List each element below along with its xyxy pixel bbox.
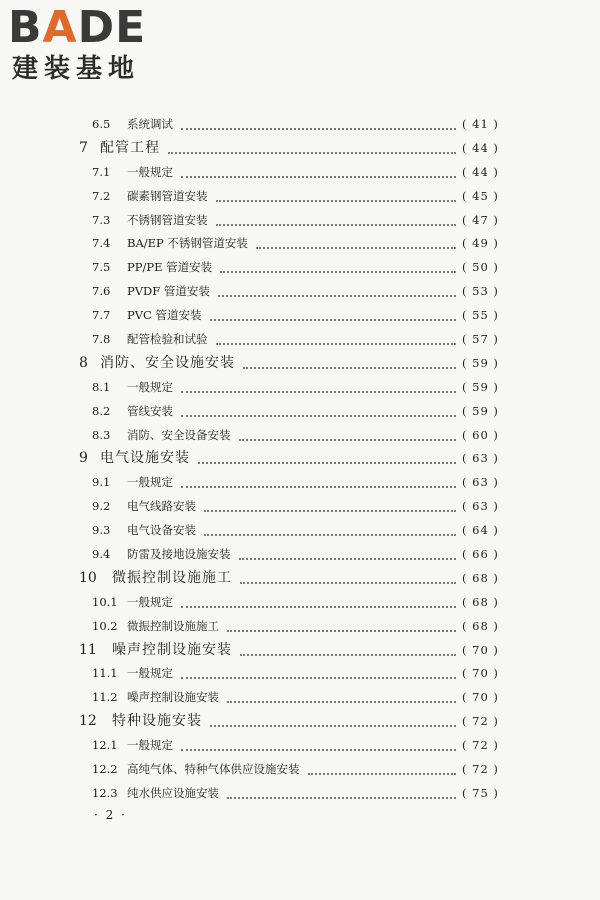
- entry-title: 一般规定: [127, 164, 173, 179]
- leader-dots: [181, 176, 456, 178]
- entry-number: 9.3: [92, 523, 111, 538]
- entry-page: ( 59 ): [462, 355, 499, 370]
- entry-page: ( 66 ): [462, 547, 499, 562]
- toc-section-entry[interactable]: [0, 662, 600, 686]
- entry-title: 微振控制设施施工: [127, 618, 219, 633]
- toc-section-entry[interactable]: [0, 185, 600, 209]
- entry-title: 一般规定: [127, 594, 173, 609]
- entry-page: ( 59 ): [462, 403, 499, 418]
- leader-dots: [181, 415, 456, 417]
- leader-dots: [239, 558, 456, 560]
- entry-number: 7: [79, 139, 88, 156]
- entry-number: 11.1: [92, 666, 118, 681]
- entry-page: ( 68 ): [462, 570, 499, 585]
- entry-title: 微振控制设施施工: [112, 569, 232, 586]
- leader-dots: [227, 797, 456, 799]
- leader-dots: [216, 224, 456, 226]
- entry-page: ( 72 ): [462, 762, 499, 777]
- entry-number: 12.2: [92, 762, 118, 777]
- entry-page: ( 68 ): [462, 594, 499, 609]
- entry-page: ( 72 ): [462, 714, 499, 729]
- logo-subtitle: 建装基地: [12, 54, 141, 84]
- entry-number: 8.1: [92, 379, 111, 394]
- leader-dots: [243, 367, 456, 369]
- entry-page: ( 64 ): [462, 523, 499, 538]
- leader-dots: [220, 271, 456, 273]
- logo-brand: [8, 4, 188, 52]
- entry-number: 8.3: [92, 427, 111, 442]
- leader-dots: [181, 128, 456, 130]
- entry-number: 8: [79, 354, 88, 371]
- entry-number: 11.2: [92, 690, 118, 705]
- entry-number: 9: [79, 450, 88, 467]
- entry-number: 7.7: [92, 308, 111, 323]
- entry-page: ( 49 ): [462, 236, 499, 251]
- entry-number: 10: [79, 569, 97, 586]
- toc-section-entry[interactable]: [0, 328, 600, 352]
- leader-dots: [181, 606, 456, 608]
- toc-section-entry[interactable]: [0, 232, 600, 256]
- toc-section-entry[interactable]: [0, 424, 600, 448]
- entry-number: 7.8: [92, 332, 111, 347]
- leader-dots: [204, 510, 456, 512]
- leader-dots: [216, 200, 456, 202]
- leader-dots: [181, 677, 456, 679]
- leader-dots: [227, 701, 456, 703]
- entry-title: 一般规定: [127, 666, 173, 681]
- toc-section-entry[interactable]: [0, 519, 600, 543]
- leader-dots: [256, 247, 456, 249]
- toc-chapter-entry[interactable]: [0, 639, 600, 663]
- entry-number: 9.4: [92, 547, 111, 562]
- entry-title: 配管检验和试验: [127, 332, 208, 347]
- entry-title: 噪声控制设施安装: [112, 641, 232, 658]
- entry-title: 一般规定: [127, 379, 173, 394]
- leader-dots: [168, 152, 456, 154]
- entry-number: 9.1: [92, 475, 111, 490]
- toc-section-entry[interactable]: [0, 615, 600, 639]
- leader-dots: [210, 725, 456, 727]
- entry-page: ( 70 ): [462, 690, 499, 705]
- entry-page: ( 45 ): [462, 188, 499, 203]
- logo-brand-accent: A: [42, 2, 78, 53]
- toc-section-entry[interactable]: [0, 376, 600, 400]
- toc-section-entry[interactable]: [0, 471, 600, 495]
- entry-number: 10.2: [92, 618, 118, 633]
- entry-title: 不锈钢管道安装: [127, 212, 208, 227]
- entry-page: ( 63 ): [462, 475, 499, 490]
- entry-title: 碳素钢管道安装: [127, 188, 208, 203]
- entry-title: PVC 管道安装: [127, 308, 202, 323]
- leader-dots: [308, 773, 456, 775]
- entry-number: 12: [79, 713, 97, 730]
- leader-dots: [227, 630, 456, 632]
- entry-title: 噪声控制设施安装: [127, 690, 219, 705]
- entry-number: 9.2: [92, 499, 111, 514]
- toc-section-entry[interactable]: [0, 495, 600, 519]
- entry-number: 11: [79, 641, 97, 658]
- entry-page: ( 59 ): [462, 379, 499, 394]
- toc-chapter-entry[interactable]: [0, 352, 600, 376]
- entry-number: 7.4: [92, 236, 111, 251]
- entry-page: ( 41 ): [462, 117, 499, 131]
- entry-page: ( 72 ): [462, 738, 499, 753]
- leader-dots: [210, 319, 456, 321]
- entry-title: PP/PE 管道安装: [127, 260, 213, 275]
- leader-dots: [204, 534, 456, 536]
- entry-page: ( 70 ): [462, 642, 499, 657]
- toc-chapter-entry[interactable]: [0, 447, 600, 471]
- entry-title: 高纯气体、特种气体供应设施安装: [127, 762, 300, 777]
- toc-section-entry[interactable]: [0, 734, 600, 758]
- logo-brand-part2: DE: [77, 2, 147, 53]
- entry-page: ( 75 ): [462, 785, 499, 800]
- leader-dots: [181, 391, 456, 393]
- entry-number: 7.6: [92, 284, 111, 299]
- toc-chapter-entry[interactable]: [0, 137, 600, 161]
- entry-title: 一般规定: [127, 475, 173, 490]
- entry-page: ( 44 ): [462, 140, 499, 155]
- leader-dots: [198, 462, 456, 464]
- entry-page: ( 50 ): [462, 260, 499, 275]
- entry-number: 12.3: [92, 785, 118, 800]
- toc-section-entry[interactable]: [0, 209, 600, 233]
- leader-dots: [240, 582, 456, 584]
- leader-dots: [181, 486, 456, 488]
- entry-number: 7.3: [92, 212, 111, 227]
- toc-chapter-entry[interactable]: [0, 567, 600, 591]
- entry-page: ( 57 ): [462, 332, 499, 347]
- entry-title: 特种设施安装: [112, 713, 202, 730]
- entry-number: 12.1: [92, 738, 118, 753]
- entry-number: 7.5: [92, 260, 111, 275]
- page-number: · 2 ·: [94, 808, 127, 822]
- entry-title: 防雷及接地设施安装: [127, 547, 231, 562]
- entry-title: PVDF 管道安装: [127, 284, 210, 299]
- entry-page: ( 60 ): [462, 427, 499, 442]
- entry-page: ( 44 ): [462, 164, 499, 179]
- entry-title: 电气线路安装: [127, 499, 196, 514]
- watermark-logo: [8, 4, 188, 84]
- leader-dots: [218, 295, 456, 297]
- entry-number: 8.2: [92, 403, 111, 418]
- toc-section-entry[interactable]: [0, 758, 600, 782]
- toc-section-entry[interactable]: [0, 256, 600, 280]
- leader-dots: [240, 654, 456, 656]
- toc-section-entry[interactable]: [0, 161, 600, 185]
- toc-section-entry[interactable]: [0, 400, 600, 424]
- leader-dots: [239, 439, 456, 441]
- toc-section-entry[interactable]: [0, 782, 600, 806]
- table-of-contents: [0, 113, 600, 806]
- entry-number: 10.1: [92, 594, 118, 609]
- entry-page: ( 70 ): [462, 666, 499, 681]
- toc-section-entry[interactable]: [0, 113, 600, 137]
- entry-page: ( 55 ): [462, 308, 499, 323]
- toc-section-entry[interactable]: [0, 591, 600, 615]
- toc-section-entry[interactable]: [0, 686, 600, 710]
- entry-page: ( 68 ): [462, 618, 499, 633]
- entry-title: BA/EP 不锈钢管道安装: [127, 236, 248, 251]
- toc-chapter-entry[interactable]: [0, 710, 600, 734]
- entry-number: 6.5: [92, 117, 111, 131]
- toc-section-entry[interactable]: [0, 304, 600, 328]
- entry-title: 配管工程: [100, 139, 160, 156]
- entry-title: 电气设施安装: [100, 450, 190, 467]
- entry-title: 系统调试: [127, 117, 173, 131]
- entry-number: 7.1: [92, 164, 111, 179]
- entry-title: 一般规定: [127, 738, 173, 753]
- leader-dots: [181, 749, 456, 751]
- entry-title: 电气设备安装: [127, 523, 196, 538]
- entry-number: 7.2: [92, 188, 111, 203]
- toc-section-entry[interactable]: [0, 543, 600, 567]
- toc-section-entry[interactable]: [0, 280, 600, 304]
- leader-dots: [216, 343, 456, 345]
- logo-brand-part1: B: [8, 2, 43, 53]
- entry-page: ( 63 ): [462, 451, 499, 466]
- entry-page: ( 53 ): [462, 284, 499, 299]
- entry-title: 消防、安全设施安装: [100, 354, 235, 371]
- entry-title: 消防、安全设备安装: [127, 427, 231, 442]
- entry-title: 纯水供应设施安装: [127, 785, 219, 800]
- entry-page: ( 47 ): [462, 212, 499, 227]
- entry-title: 管线安装: [127, 403, 173, 418]
- entry-page: ( 63 ): [462, 499, 499, 514]
